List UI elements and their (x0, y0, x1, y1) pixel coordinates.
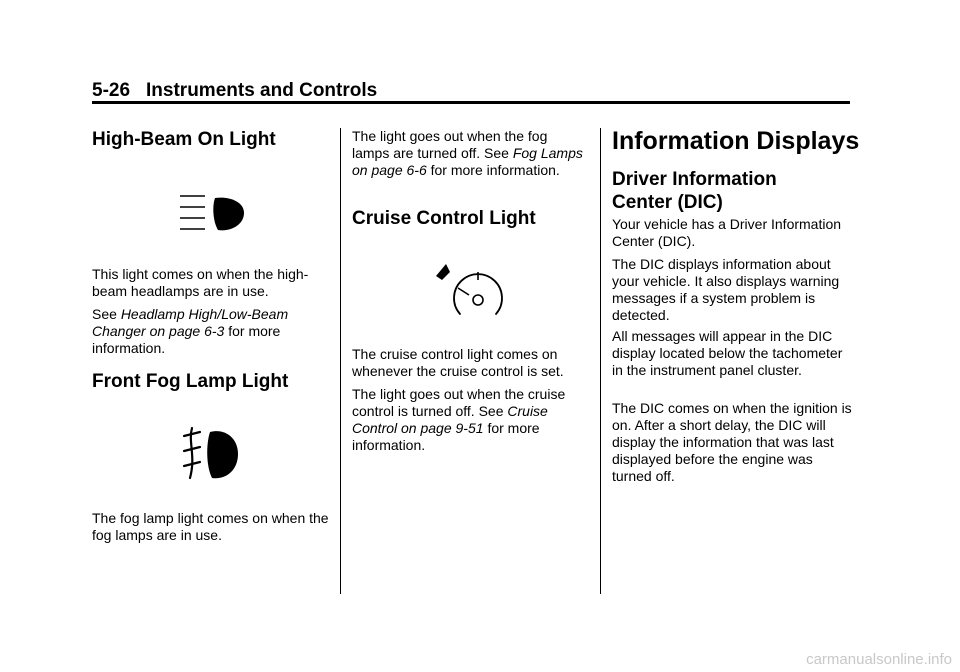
cruise-off-text (352, 386, 587, 454)
high-beam-text: This light comes on when the high-beam headlamps are in use. (92, 266, 309, 299)
cruise-off-prefix: The light goes out when the cruise control is turned off. See (352, 386, 566, 419)
cruise-off-suffix: for more information. (352, 420, 540, 453)
fog-lamp-text: The fog lamp light comes on when the fog lamps are in use. (92, 510, 329, 543)
column-divider-1 (340, 128, 341, 594)
high-beam-icon (180, 192, 250, 236)
page-number: 5-26 (92, 80, 131, 101)
fog-off-prefix: The light goes out when the fog lamps are turned off. See (352, 128, 548, 161)
header-rule (92, 101, 850, 104)
dic-heading-line1: Driver Information (612, 169, 777, 190)
see-prefix: See (92, 306, 117, 322)
information-displays-heading: Information Displays (612, 127, 860, 155)
watermark: carmanualsonline.info (806, 651, 952, 668)
cruise-text: The cruise control light comes on whenever the cruise control is set. (352, 346, 564, 379)
cruise-heading: Cruise Control Light (352, 208, 536, 229)
front-fog-lamp-icon (180, 426, 242, 482)
column-divider-2 (600, 128, 601, 594)
fog-lamp-off-text (352, 128, 587, 179)
dic-heading (612, 168, 777, 214)
headlamp-link[interactable]: Headlamp High/Low-Beam Changer on page 6-3 (92, 306, 289, 339)
high-beam-heading: High-Beam On Light (92, 129, 276, 150)
dic-para-3: All messages will appear in the DIC display located below the tachometer in the instrument panel cluster. (612, 328, 843, 378)
fog-lamps-link[interactable]: Fog Lamps on page 6-6 (352, 145, 583, 178)
dic-heading-line2: Center (DIC) (612, 192, 723, 213)
fog-off-suffix: for more information. (430, 162, 560, 178)
section-title: Instruments and Controls (146, 80, 378, 101)
high-beam-see (92, 306, 332, 357)
fog-lamp-heading: Front Fog Lamp Light (92, 371, 289, 392)
dic-para-1: Your vehicle has a Driver Information Center (DIC). (612, 216, 842, 249)
cruise-control-link[interactable]: Cruise Control on page 9-51 (352, 403, 548, 436)
cruise-control-icon (434, 262, 508, 318)
see-suffix: for more information. (92, 323, 281, 356)
page-header (92, 80, 377, 102)
dic-para-2: The DIC displays information about your vehicle. It also displays warning messages if a system problem is detected. (612, 256, 840, 323)
dic-para-4: The DIC comes on when the ignition is on. After a short delay, the DIC will display the information that was last displayed before the engine was turned off. (612, 400, 852, 484)
